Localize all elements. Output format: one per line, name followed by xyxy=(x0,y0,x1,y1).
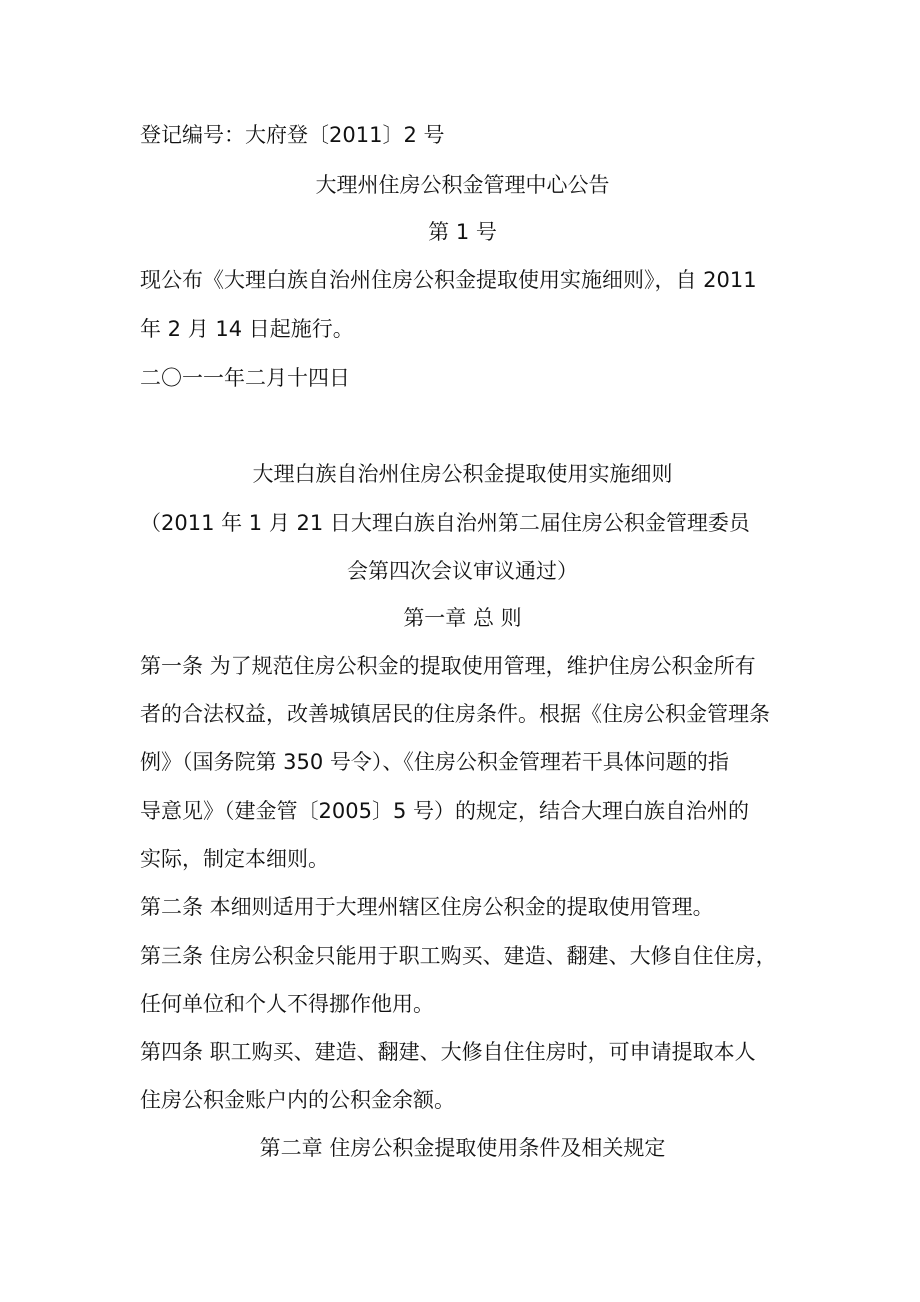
notice-number: 第 1 号 xyxy=(428,220,497,244)
article-line: 例》（国务院第 350 号令）、《住房公积金管理若干具体问题的指 xyxy=(140,750,729,774)
article-line: 者的合法权益，改善城镇居民的住房条件。根据《住房公积金管理条 xyxy=(140,702,770,726)
article-line: 第二条 本细则适用于大理州辖区住房公积金的提取使用管理。 xyxy=(140,895,714,919)
rules-subtitle-line: 会第四次会议审议通过） xyxy=(347,559,578,583)
chapter-title: 第二章 住房公积金提取使用条件及相关规定 xyxy=(259,1136,666,1160)
article-line: 第四条 职工购买、建造、翻建、大修自住住房时，可申请提取本人 xyxy=(140,1040,756,1064)
article-line: 实际，制定本细则。 xyxy=(140,847,329,871)
notice-title: 大理州住房公积金管理中心公告 xyxy=(315,173,610,197)
notice-body-line: 年 2 月 14 日起施行。 xyxy=(140,317,354,341)
rules-subtitle-line: （2011 年 1 月 21 日大理白族自治州第二届住房公积金管理委员 xyxy=(140,511,750,535)
notice-date: 二〇一一年二月十四日 xyxy=(140,366,350,390)
chapter-title: 第一章 总 则 xyxy=(403,606,522,630)
article-line: 第一条 为了规范住房公积金的提取使用管理，维护住房公积金所有 xyxy=(140,654,756,678)
registration-number: 登记编号：大府登〔2011〕2 号 xyxy=(140,123,445,147)
article-line: 住房公积金账户内的公积金余额。 xyxy=(140,1088,455,1112)
article-line: 任何单位和个人不得挪作他用。 xyxy=(140,992,434,1016)
notice-body-line: 现公布《大理白族自治州住房公积金提取使用实施细则》，自 2011 xyxy=(140,268,757,292)
article-line: 导意见》（建金管〔2005〕5 号）的规定，结合大理白族自治州的 xyxy=(140,799,749,823)
rules-title: 大理白族自治州住房公积金提取使用实施细则 xyxy=(252,462,673,486)
article-line: 第三条 住房公积金只能用于职工购买、建造、翻建、大修自住住房， xyxy=(140,944,777,968)
